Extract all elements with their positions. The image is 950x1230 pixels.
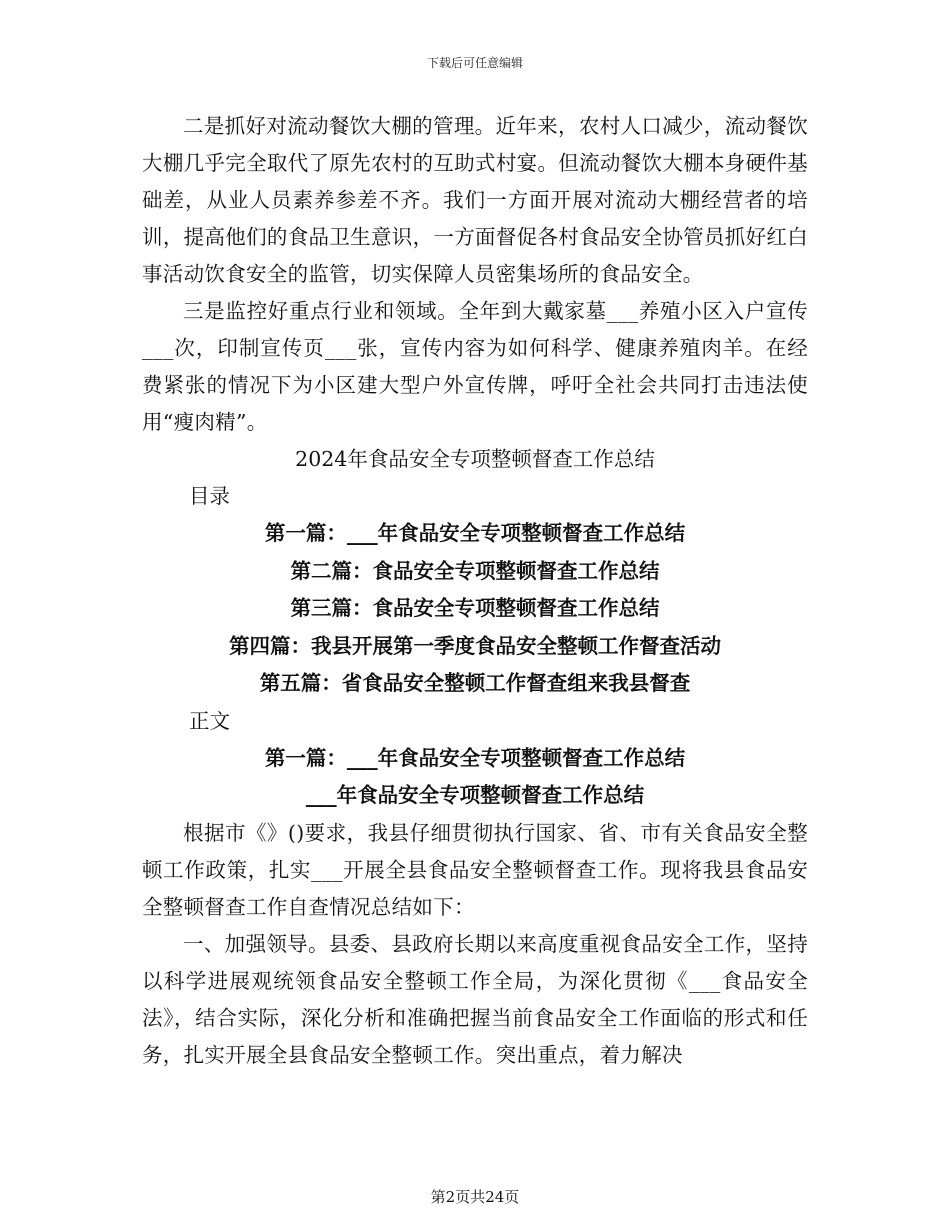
- toc-item-4: 第四篇：我县开展第一季度食品安全整顿工作督查活动: [229, 633, 721, 658]
- toc-item-2: 第二篇：食品安全专项整顿督查工作总结: [290, 558, 660, 583]
- toc-item-5: 第五篇：省食品安全整顿工作督查组来我县督查: [259, 671, 691, 695]
- toc-item-1: 第一篇：___年食品安全专项整顿督查工作总结: [264, 521, 686, 545]
- document-body: [142, 108, 808, 1074]
- toc-label: 目录: [189, 484, 230, 508]
- body-label: 正文: [189, 708, 230, 733]
- page-header: 下载后可任意编辑: [426, 56, 523, 70]
- toc-item-3: 第三篇：食品安全专项整顿督查工作总结: [290, 596, 660, 620]
- paragraph-key-industries: 三是监控好重点行业和领域。全年到大戴家墓___养殖小区入户宣传___次，印制宣传页___张，宣传内容为如何科学、健康养殖肉羊。在经费紧张的情况下为小区建大型户外宣传牌，呼吁全社会共同打击违法使用“瘦肉精”。: [142, 299, 808, 434]
- paragraph-intro: 根据市《》()要求，我县仔细贯彻执行国家、省、市有关食品安全整顿工作政策，扎实___开展全县食品安全整顿督查工作。现将我县食品安全整顿督查工作自查情况总结如下：: [142, 820, 808, 919]
- section-subheading: ___年食品安全专项整顿督查工作总结: [305, 783, 645, 807]
- page-number: 第2页共24页: [430, 1188, 520, 1206]
- paragraph-flowing-catering: 二是抓好对流动餐饮大棚的管理。近年来，农村人口减少，流动餐饮大棚几乎完全取代了原先农村的互助式村宴。但流动餐饮大棚本身硬件基础差，从业人员素养参差不齐。我们一方面开展对流动大棚经营者的培训，提高他们的食品卫生意识，一方面督促各村食品安全协管员抓好红白事活动饮食安全的监管，切实保障人员密集场所的食品安全。: [142, 114, 808, 286]
- section-heading: 第一篇：___年食品安全专项整顿督查工作总结: [264, 745, 686, 770]
- paragraph-leadership: 一、加强领导。县委、县政府长期以来高度重视食品安全工作，坚持以科学进展观统领食品安全整顿工作全局，为深化贯彻《___食品安全法》，结合实际，深化分析和准确把握当前食品安全工作面临的形式和任务，扎实开展全县食品安全整顿工作。突出重点，着力解决: [142, 931, 808, 1067]
- document-title: 2024年食品安全专项整顿督查工作总结: [295, 447, 655, 471]
- table-of-contents: [142, 515, 808, 703]
